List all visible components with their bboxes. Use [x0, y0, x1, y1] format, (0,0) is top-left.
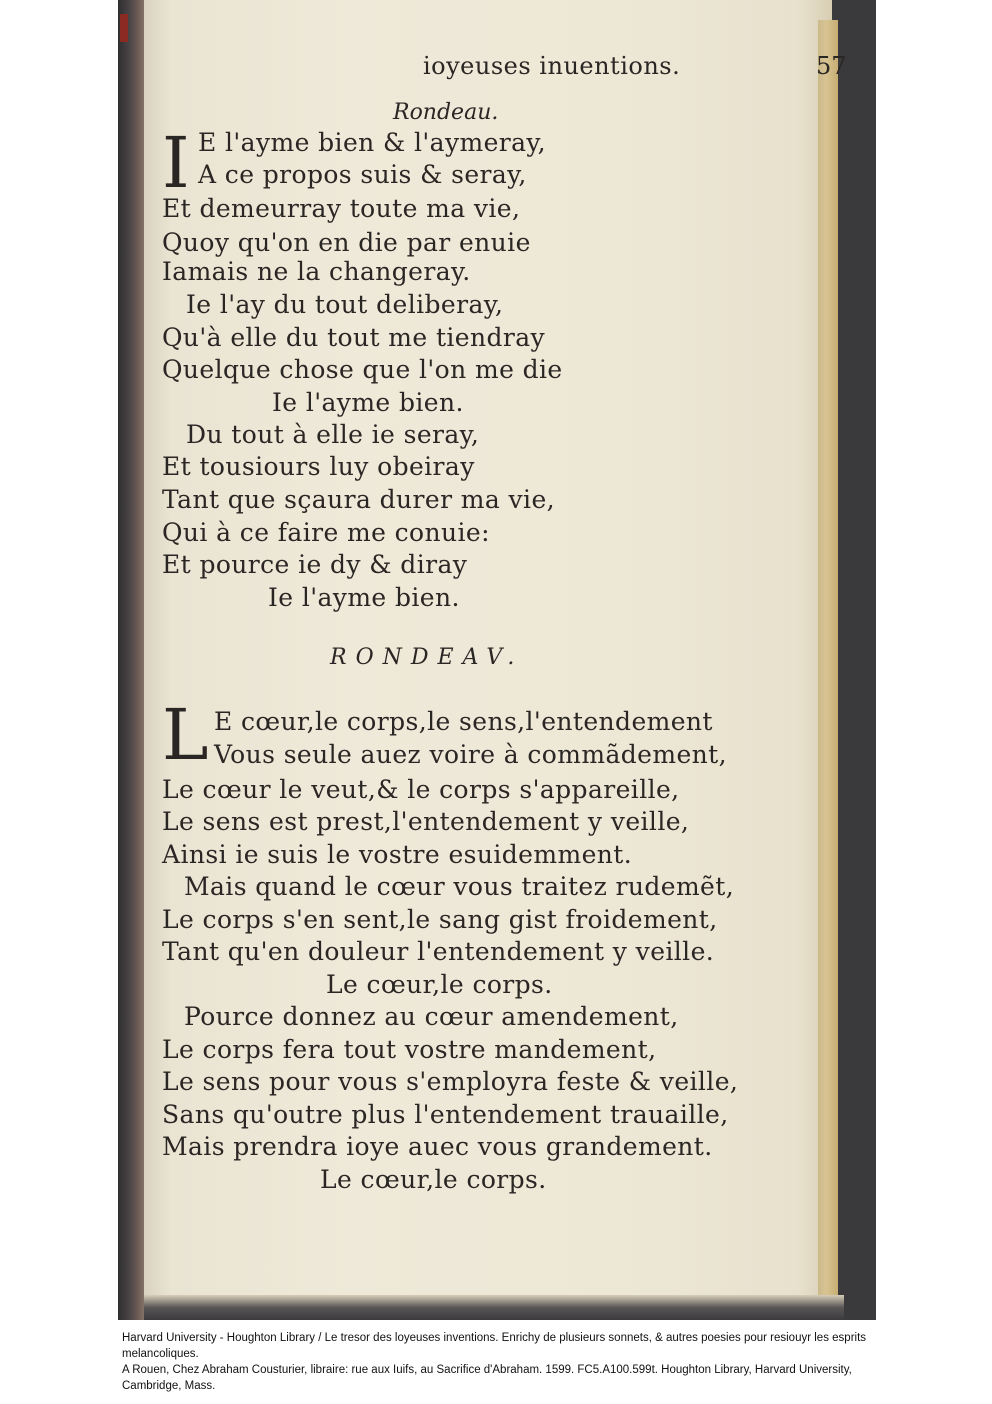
spine-bookmark-ribbon — [120, 14, 128, 42]
poem2-refrain: Le cœur,le corps. — [326, 970, 553, 999]
poem2-line: Mais quand le cœur vous traitez rudemẽt, — [184, 872, 735, 901]
poem2-line: Pource donnez au cœur amendement, — [184, 1002, 679, 1031]
poem2-line: Le corps s'en sent,le sang gist froidement, — [162, 905, 718, 934]
poem1-line: Et demeurray toute ma vie, — [162, 194, 521, 223]
poem2-refrain: Le cœur,le corps. — [320, 1165, 547, 1194]
poem2-line: Vous seule auez voire à commãdement, — [214, 740, 727, 769]
poem1-refrain: Ie l'ayme bien. — [272, 388, 464, 417]
poem2-heading: RONDEAV. — [330, 645, 524, 670]
poem1-line: Qu'à elle du tout me tiendray — [162, 323, 546, 352]
running-head: ioyeuses inuentions. — [423, 52, 681, 80]
library-citation — [122, 1330, 882, 1394]
citation-line-1: Harvard University - Houghton Library / Le tresor des loyeuses inventions. Enrichy de plusieurs sonnets, & autres poesies pour resiouyr les esprits melancoliques. — [122, 1332, 867, 1360]
poem1-line: Du tout à elle ie seray, — [186, 420, 480, 449]
poem1-dropcap: I — [162, 122, 190, 204]
poem1-line: A ce propos suis & seray, — [198, 160, 527, 189]
poem1-refrain: Ie l'ayme bien. — [268, 583, 460, 612]
book-scan — [118, 0, 876, 1320]
book-spine — [118, 0, 146, 1320]
poem2-line: Tant qu'en douleur l'entendement y veille. — [162, 937, 715, 966]
poem2-line: Ainsi ie suis le vostre esuidemment. — [162, 840, 633, 869]
page-number: 57 — [816, 52, 847, 80]
poem1-line: Iamais ne la changeray. — [162, 257, 471, 286]
poem2-line: Le sens est prest,l'entendement y veille, — [162, 807, 690, 836]
poem1-line: Quoy qu'on en die par enuie — [162, 228, 531, 257]
poem2-line: Mais prendra ioye auec vous grandement. — [162, 1132, 713, 1161]
citation-line-2: A Rouen, Chez Abraham Cousturier, libraire: rue aux Iuifs, au Sacrifice d'Abraham. 1599. FC5.A100.599t. Houghton Library, Harvard University, Cambridge, Mass. — [122, 1364, 852, 1392]
poem1-line: Quelque chose que l'on me die — [162, 355, 563, 384]
poem2-line: Le cœur le veut,& le corps s'appareille, — [162, 775, 680, 804]
poem1-line: Et tousiours luy obeiray — [162, 452, 475, 481]
poem1-line: Qui à ce faire me conuie: — [162, 518, 490, 547]
poem2-line: Sans qu'outre plus l'entendement trauaille, — [162, 1100, 729, 1129]
scan-bottom-shadow — [144, 1295, 844, 1320]
page-gilt-edge — [818, 20, 838, 1310]
poem1-line: Ie l'ay du tout deliberay, — [186, 290, 504, 319]
poem2-line: Le corps fera tout vostre mandement, — [162, 1035, 657, 1064]
poem1-heading: Rondeau. — [393, 100, 499, 125]
poem2-line: E cœur,le corps,le sens,l'entendement — [214, 707, 713, 736]
poem2-line: Le sens pour vous s'employra feste & veille, — [162, 1067, 739, 1096]
poem1-line: E l'ayme bien & l'aymeray, — [198, 128, 546, 157]
poem2-dropcap: L — [162, 694, 209, 776]
poem1-line: Et pource ie dy & diray — [162, 550, 468, 579]
poem1-line: Tant que sçaura durer ma vie, — [162, 485, 555, 514]
